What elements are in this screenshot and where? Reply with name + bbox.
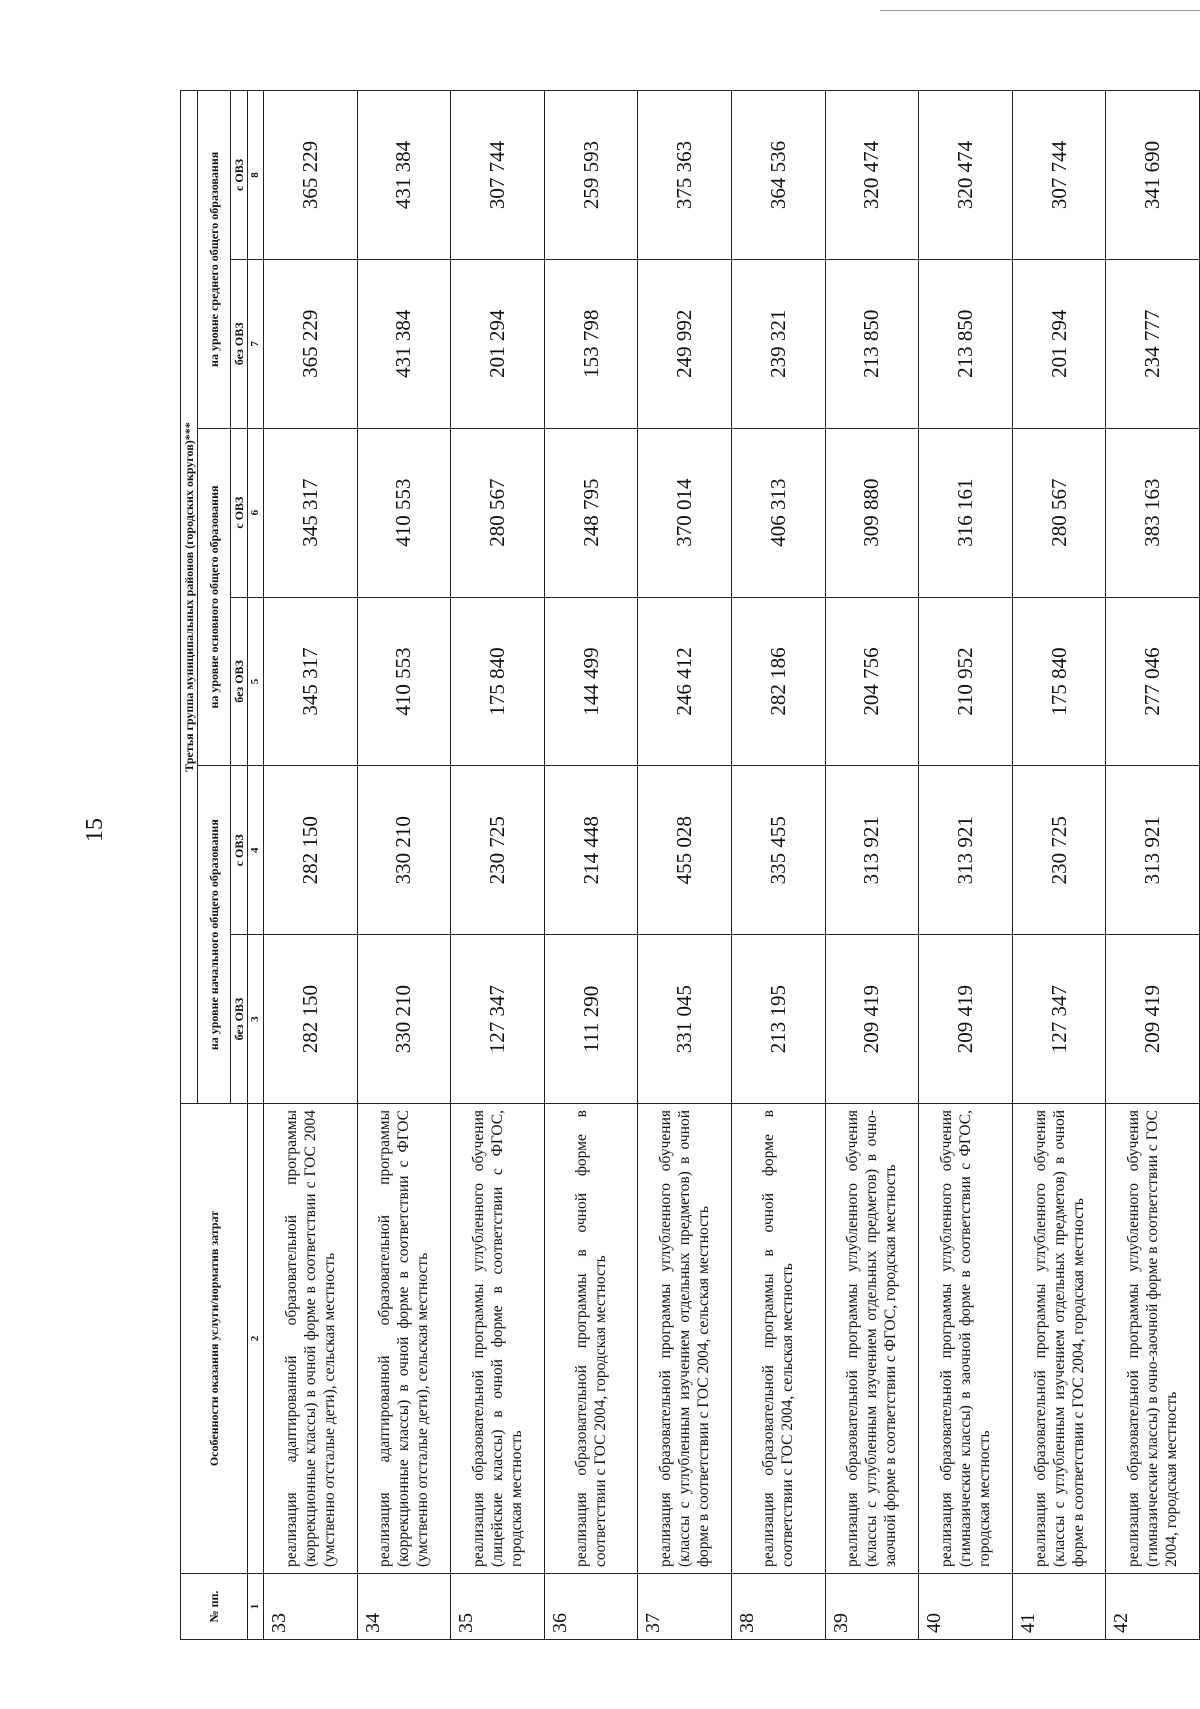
row-description: реализация образовательной программы в очной форме в соответствии с ГОС 2004, городская местность <box>544 1104 638 1574</box>
cost-value: 313 921 <box>1106 766 1200 935</box>
header-level-primary: на уровне начального общего образования <box>198 766 231 1104</box>
cost-value: 144 499 <box>544 597 638 766</box>
cost-value: 127 347 <box>1012 935 1106 1104</box>
cost-value: 316 161 <box>919 428 1013 597</box>
cost-value: 210 952 <box>919 597 1013 766</box>
header-level-secondary: на уровне среднего общего образования <box>198 91 231 429</box>
row-number: 33 <box>264 1574 358 1640</box>
cost-value: 111 290 <box>544 935 638 1104</box>
col-number: 2 <box>248 1104 264 1574</box>
cost-value: 213 195 <box>731 935 825 1104</box>
cost-value: 230 725 <box>1012 766 1106 935</box>
cost-value: 277 046 <box>1106 597 1200 766</box>
cost-value: 280 567 <box>451 428 545 597</box>
cost-value: 455 028 <box>638 766 732 935</box>
table-row <box>451 91 545 1640</box>
cost-value: 313 921 <box>919 766 1013 935</box>
cost-value: 307 744 <box>451 91 545 260</box>
cost-value: 345 317 <box>264 597 358 766</box>
col-number: 4 <box>248 766 264 935</box>
cost-value: 230 725 <box>451 766 545 935</box>
header-level-basic: на уровне основного общего образования <box>198 428 231 766</box>
cost-value: 175 840 <box>1012 597 1106 766</box>
cost-value: 127 347 <box>451 935 545 1104</box>
row-number: 42 <box>1106 1574 1200 1640</box>
cost-value: 410 553 <box>357 597 451 766</box>
cost-value: 313 921 <box>825 766 919 935</box>
cost-value: 335 455 <box>731 766 825 935</box>
row-description: реализация образовательной программы углубленного обучения (лицейские классы) в очной форме в соответствии с ФГОС, городская местность <box>451 1104 545 1574</box>
cost-value: 330 210 <box>357 766 451 935</box>
col-number: 7 <box>248 259 264 428</box>
row-number: 38 <box>731 1574 825 1640</box>
cost-value: 175 840 <box>451 597 545 766</box>
cost-value: 214 448 <box>544 766 638 935</box>
cost-value: 209 419 <box>919 935 1013 1104</box>
cost-value: 280 567 <box>1012 428 1106 597</box>
row-number: 36 <box>544 1574 638 1640</box>
cost-value: 410 553 <box>357 428 451 597</box>
table-header <box>181 91 264 1640</box>
cost-value: 213 850 <box>919 259 1013 428</box>
table-body <box>264 91 1200 1640</box>
cost-value: 259 593 <box>544 91 638 260</box>
cost-value: 209 419 <box>825 935 919 1104</box>
row-number: 35 <box>451 1574 545 1640</box>
row-description: реализация образовательной программы углубленного обучения (классы с углубленным изучением отдельных предметов) в очно-заочной форме в соответствии с ФГОС, городская местность <box>825 1104 919 1574</box>
col-number: 3 <box>248 935 264 1104</box>
cost-value: 239 321 <box>731 259 825 428</box>
cost-value: 341 690 <box>1106 91 1200 260</box>
cost-value: 282 150 <box>264 766 358 935</box>
header-sub: без ОВЗ <box>231 597 248 766</box>
cost-value: 307 744 <box>1012 91 1106 260</box>
cost-value: 365 229 <box>264 259 358 428</box>
cost-value: 204 756 <box>825 597 919 766</box>
cost-value: 383 163 <box>1106 428 1200 597</box>
rotated-table-container <box>180 90 1200 1640</box>
header-group: Третья группа муниципальных районов (городских округов)*** <box>181 91 198 1104</box>
cost-value: 431 384 <box>357 91 451 260</box>
cost-value: 364 536 <box>731 91 825 260</box>
cost-value: 213 850 <box>825 259 919 428</box>
cost-value: 365 229 <box>264 91 358 260</box>
scan-artifact-line <box>880 10 1200 11</box>
col-number: 8 <box>248 91 264 260</box>
cost-value: 248 795 <box>544 428 638 597</box>
cost-value: 406 313 <box>731 428 825 597</box>
cost-value: 331 045 <box>638 935 732 1104</box>
cost-value: 201 294 <box>1012 259 1106 428</box>
col-number: 6 <box>248 428 264 597</box>
row-number: 41 <box>1012 1574 1106 1640</box>
row-description: реализация адаптированной образовательной программы (коррекционные классы) в очной форме в соответствии с ФГОС (умственно отсталые дети), сельская местность <box>357 1104 451 1574</box>
header-sub: с ОВЗ <box>231 428 248 597</box>
table-row <box>264 91 358 1640</box>
row-description: реализация образовательной программы углубленного обучения (классы с углубленным изучением отдельных предметов) в очной форме в соответствии с ГОС 2004, сельская местность <box>638 1104 732 1574</box>
col-number: 5 <box>248 597 264 766</box>
row-number: 37 <box>638 1574 732 1640</box>
row-description: реализация образовательной программы углубленного обучения (гимназические классы) в очно-заочной форме в соответствии с ГОС 2004, городская местность <box>1106 1104 1200 1574</box>
cost-value: 282 150 <box>264 935 358 1104</box>
header-num: № пп. <box>181 1574 248 1640</box>
cost-value: 309 880 <box>825 428 919 597</box>
cost-value: 234 777 <box>1106 259 1200 428</box>
row-description: реализация образовательной программы углубленного обучения (гимназические классы) в заочной форме в соответствии с ФГОС, городская местность <box>919 1104 1013 1574</box>
row-description: реализация образовательной программы углубленного обучения (классы с углубленным изучением отдельных предметов) в очной форме в соответствии с ГОС 2004, городская местность <box>1012 1104 1106 1574</box>
cost-value: 282 186 <box>731 597 825 766</box>
header-sub: с ОВЗ <box>231 766 248 935</box>
cost-norms-table <box>180 90 1200 1640</box>
row-number: 34 <box>357 1574 451 1640</box>
cost-value: 431 384 <box>357 259 451 428</box>
cost-value: 345 317 <box>264 428 358 597</box>
header-feature: Особенности оказания услуги/норматив затрат <box>181 1104 248 1574</box>
table-row <box>731 91 825 1640</box>
table-row <box>1106 91 1200 1640</box>
row-number: 39 <box>825 1574 919 1640</box>
cost-value: 201 294 <box>451 259 545 428</box>
page-number: 15 <box>82 818 108 842</box>
table-row <box>1012 91 1106 1640</box>
cost-value: 209 419 <box>1106 935 1200 1104</box>
row-description: реализация адаптированной образовательной программы (коррекционные классы) в очной форме в соответствии с ГОС 2004 (умственно отсталые дети), сельская местность <box>264 1104 358 1574</box>
cost-value: 320 474 <box>919 91 1013 260</box>
table-row <box>919 91 1013 1640</box>
cost-value: 375 363 <box>638 91 732 260</box>
cost-value: 246 412 <box>638 597 732 766</box>
header-sub: с ОВЗ <box>231 91 248 260</box>
cost-value: 153 798 <box>544 259 638 428</box>
header-sub: без ОВЗ <box>231 259 248 428</box>
cost-value: 370 014 <box>638 428 732 597</box>
header-sub: без ОВЗ <box>231 935 248 1104</box>
table-row <box>825 91 919 1640</box>
table-row <box>544 91 638 1640</box>
table-row <box>638 91 732 1640</box>
row-number: 40 <box>919 1574 1013 1640</box>
cost-value: 330 210 <box>357 935 451 1104</box>
col-number: 1 <box>248 1574 264 1640</box>
cost-value: 249 992 <box>638 259 732 428</box>
cost-value: 320 474 <box>825 91 919 260</box>
table-row <box>357 91 451 1640</box>
row-description: реализация образовательной программы в очной форме в соответствии с ГОС 2004, сельская местность <box>731 1104 825 1574</box>
